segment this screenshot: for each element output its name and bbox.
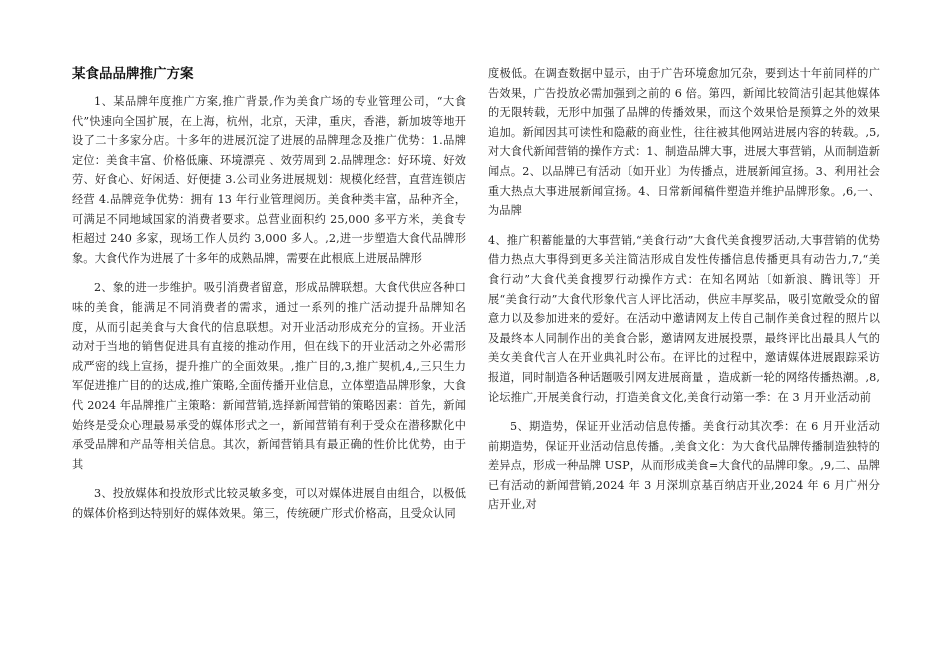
paragraph-3 (72, 484, 466, 523)
paragraph-4-text: 4、推广积蓄能量的大事营销,“美食行动”大食代美食搜罗活动,大事营销的优势借力热点大事得到更多关注简洁形成自发性传播信息传播更具有动告力,7,“美食行动”大食代美食搜罗行动操作方式：在知名网站〔如新浪、腾讯等〕开展“美食行动”大食代形象代言人评比活动，供应丰厚奖品，吸引宽敞受众的留意力以及参加进来的爱好。在活动中邀请网友上传自己制作美食过程的照片以及最终本人同制作出的美食合影，邀请网友进展投票，最终评比出最具人气的美女美食代言人在开业典礼时公布。在评比的过程中，邀请媒体进展跟踪采访报道，同时制造各种话题吸引网友进展商量 ，造成新一轮的网络传播热潮。,8,论坛推广,开展美食行动，打造美食文化,美食行动第一季：在 3 月开业活动前 (488, 233, 880, 404)
paragraph-5-text: 5、期造势，保证开业活动信息传播。美食行动其次季：在 6 月开业活动前期造势，保证开业活动信息传播。,美食文化：为大食代品牌传播制造独特的差异点，形成一种品牌 USP，从而形成美食=大食代的品牌印象。,9,二、品牌已有活动的新闻营销,2024 年 3 月深圳京基百纳店开业,2024 年 6 月广州分店开业,对 (488, 420, 880, 512)
paragraph-1-text: 1、某品牌年度推广方案,推广背景,作为美食广场的专业管理公司，“大食代”快速向全国扩展，在上海，杭州，北京，天津，重庆，香港，新加坡等地开设了二十多家分店。十多年的进展沉淀了进展的品牌理念及推广优势：1.品牌定位：美食丰富、价格低廉、环境漂亮 、效劳周到 2.品牌理念：好环境、好效劳、好食心、好闲适、好便捷 3.公司业务进展规划：规模化经营，直营连锁店经营 4.品牌竞争优势：拥有 13 年行业管理阅历。美食种类丰富，品种齐全，可满足不同地域国家的消费者要求。总营业面积约 25,000 多平方米，美食专柜超过 240 多家，现场工作人员约 3,000 多人。,2,进一步塑造大食代品牌形象。大食代作为进展了十多年的成熟品牌，需要在此根底上进展品牌形 (72, 95, 466, 265)
document-title: 某食品品牌推广方案 (72, 66, 194, 82)
paragraph-2 (72, 278, 466, 474)
paragraph-3-continued-text: 度极低。在调查数据中显示，由于广告环境愈加冗杂，要到达十年前同样的广告效果，广告投放必需加强到之前的 6 倍。第四，新闻比较简洁引起其他媒体的无限转载，无形中加强了品牌的传播效果，而这个效果恰是预算之外的效果追加。新闻因其可读性和隐蔽的商业性，往往被其他网站进展内容的转载。,5,对大食代新闻营销的操作方式：1、制造品牌大事，进展大事营销，从而制造新闻点。2、以品牌已有活动〔如开业〕为传播点，进展新闻宣扬。3、利用社会重大热点大事进展新闻宣扬。4、日常新闻稿件塑造并维护品牌形象。,6,一、为品牌 (488, 67, 880, 218)
paragraph-1 (72, 92, 466, 268)
paragraph-3-text: 3、投放媒体和投放形式比较灵敏多变，可以对媒体进展自由组合，以极低的媒体价格到达特别好的媒体效果。第三，传统硬广形式价格高，且受众认同 (72, 487, 466, 520)
paragraph-2-text: 2、象的进一步维护。吸引消费者留意，形成品牌联想。大食代供应各种口味的美食，能满足不同消费者的需求，通过一系列的推广活动提升品牌知名度，从而引起美食与大食代的信息联想。对开业活动形成充分的宣扬。开业活动对于当地的销售促进具有直接的推动作用，但在线下的开业活动之外必需形成严密的线上宣扬，提升推广的全面效果。,推广目的,3,推广契机,4,,三只生力军促进推广目的的达成,推广策略,全面传播开业信息，立体塑造品牌形象，大食代 2024 年品牌推广主策略：新闻营销,选择新闻营销的策略因素：首先，新闻始终是受众心理最易承受的媒体形式之一，新闻营销有利于受众在潜移默化中承受品牌和产品等相关信息。其次，新闻营销具有最正确的性价比优势，由于其 (72, 281, 466, 471)
paragraph-5 (488, 417, 880, 515)
paragraph-4 (488, 231, 880, 407)
paragraph-3-continued (488, 64, 880, 221)
left-column (72, 64, 466, 533)
right-column (488, 64, 880, 525)
